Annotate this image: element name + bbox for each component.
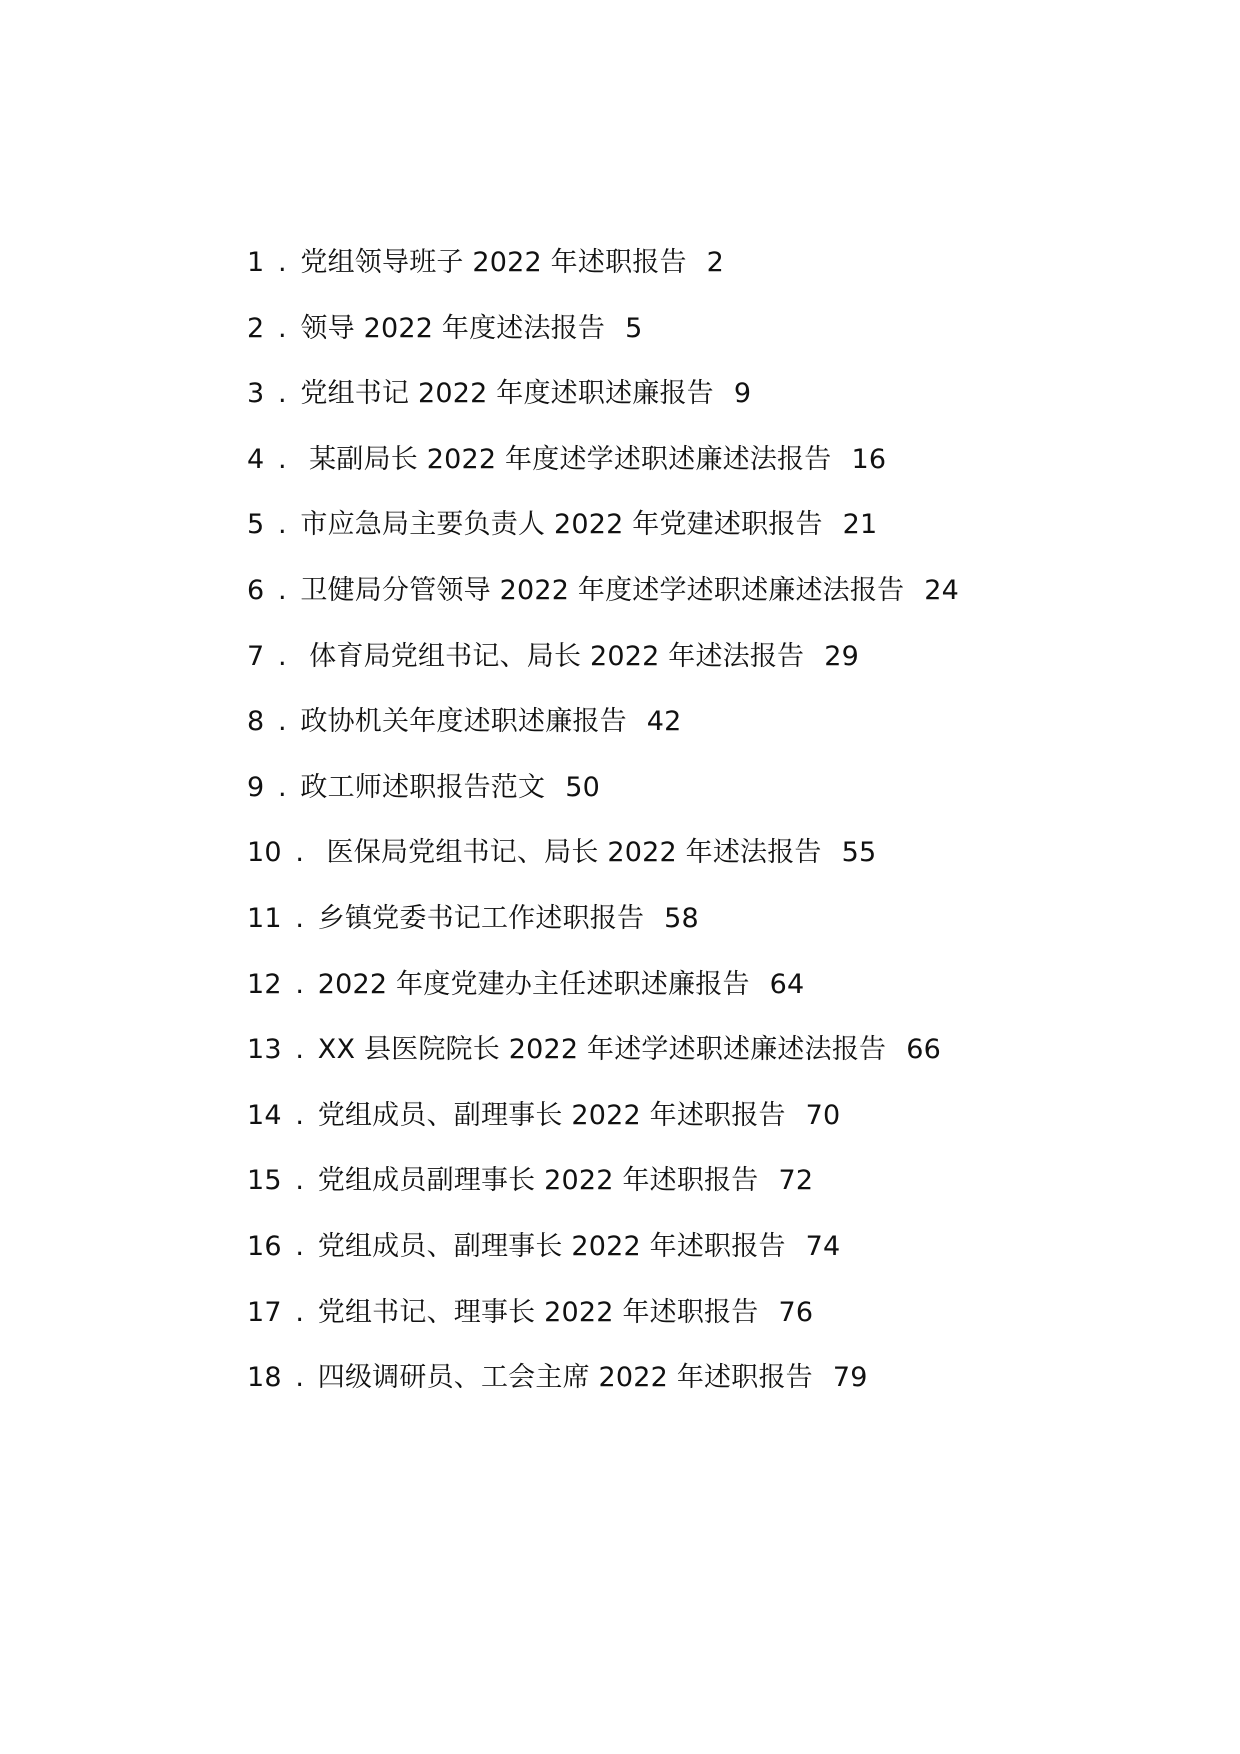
entry-page-number: 2: [706, 247, 725, 278]
entry-number: 16: [247, 1230, 282, 1262]
entry-number: 15: [247, 1165, 282, 1197]
entry-page-number: 21: [842, 509, 878, 541]
toc-entry-3[interactable]: [247, 371, 1127, 437]
entry-number: 7: [247, 640, 265, 672]
entry-separator: .: [277, 706, 287, 738]
toc-entry-12[interactable]: [247, 962, 1127, 1028]
entry-title: 党组领导班子 2022 年述职报告: [300, 247, 687, 278]
entry-page-number: 5: [625, 312, 643, 344]
entry-title: 医保局党组书记、局长 2022 年述法报告: [317, 837, 822, 869]
entry-title: 领导 2022 年度述法报告: [300, 312, 606, 344]
toc-entry-7[interactable]: [247, 634, 1127, 700]
entry-separator: .: [295, 1362, 305, 1394]
entry-separator: .: [295, 968, 305, 1000]
entry-title: 乡镇党委书记工作述职报告: [317, 902, 645, 934]
entry-number: 8: [247, 706, 265, 738]
table-of-contents: [247, 240, 1127, 1421]
entry-separator: .: [277, 771, 287, 803]
entry-separator: .: [277, 640, 287, 672]
entry-separator: .: [295, 902, 305, 934]
entry-title: 政工师述职报告范文: [300, 771, 546, 803]
entry-title: 2022 年度党建办主任述职述廉报告: [317, 968, 750, 1000]
entry-page-number: 74: [805, 1230, 841, 1262]
entry-title: XX 县医院院长 2022 年述学述职述廉述法报告: [317, 1034, 887, 1066]
toc-entry-18[interactable]: [247, 1355, 1127, 1421]
entry-page-number: 79: [832, 1362, 868, 1394]
entry-page-number: 76: [778, 1296, 814, 1328]
entry-page-number: 42: [646, 706, 682, 738]
entry-separator: .: [295, 1099, 305, 1131]
entry-page-number: 29: [824, 640, 860, 672]
entry-separator: .: [277, 509, 287, 541]
toc-entry-4[interactable]: [247, 437, 1127, 503]
entry-page-number: 58: [664, 902, 699, 934]
toc-entry-14[interactable]: [247, 1093, 1127, 1159]
toc-entry-13[interactable]: [247, 1027, 1127, 1093]
entry-title: 党组成员副理事长 2022 年述职报告: [317, 1165, 759, 1197]
entry-number: 11: [247, 902, 282, 934]
entry-title: 某副局长 2022 年度述学述职述廉述法报告: [300, 443, 832, 475]
entry-number: 10: [247, 837, 282, 869]
entry-title: 政协机关年度述职述廉报告: [300, 706, 627, 738]
entry-title: 体育局党组书记、局长 2022 年述法报告: [300, 640, 805, 672]
entry-separator: .: [277, 574, 287, 606]
entry-separator: .: [295, 1165, 305, 1197]
entry-number: 17: [247, 1296, 282, 1328]
entry-separator: .: [277, 378, 287, 410]
entry-page-number: 72: [778, 1165, 814, 1197]
entry-page-number: 66: [906, 1034, 941, 1066]
toc-entry-10[interactable]: [247, 830, 1127, 896]
entry-title: 党组书记 2022 年度述职述廉报告: [300, 378, 714, 410]
entry-title: 党组成员、副理事长 2022 年述职报告: [317, 1230, 786, 1262]
entry-title: 党组成员、副理事长 2022 年述职报告: [317, 1099, 786, 1131]
entry-number: 3: [247, 378, 265, 410]
entry-number: 13: [247, 1034, 282, 1066]
entry-separator: .: [295, 1034, 305, 1066]
toc-entry-11[interactable]: [247, 896, 1127, 962]
entry-separator: .: [295, 837, 305, 869]
entry-page-number: 50: [565, 771, 600, 803]
entry-title: 党组书记、理事长 2022 年述职报告: [317, 1296, 759, 1328]
entry-page-number: 70: [805, 1099, 841, 1131]
entry-separator: .: [295, 1230, 305, 1262]
toc-entry-9[interactable]: [247, 765, 1127, 831]
entry-number: 5: [247, 509, 265, 541]
toc-entry-8[interactable]: [247, 699, 1127, 765]
entry-separator: .: [277, 443, 287, 475]
entry-page-number: 24: [924, 574, 960, 606]
entry-number: 14: [247, 1099, 282, 1131]
entry-number: 1: [247, 247, 265, 278]
toc-entry-16[interactable]: [247, 1224, 1127, 1290]
entry-separator: .: [295, 1296, 305, 1328]
entry-title: 卫健局分管领导 2022 年度述学述职述廉述法报告: [300, 574, 905, 606]
toc-entry-15[interactable]: [247, 1158, 1127, 1224]
toc-entry-17[interactable]: [247, 1290, 1127, 1356]
entry-page-number: 16: [851, 443, 887, 475]
entry-title: 四级调研员、工会主席 2022 年述职报告: [317, 1362, 813, 1394]
entry-number: 12: [247, 968, 282, 1000]
entry-page-number: 55: [841, 837, 877, 869]
entry-number: 18: [247, 1362, 282, 1394]
entry-page-number: 64: [769, 968, 805, 1000]
entry-separator: .: [277, 247, 287, 278]
entry-number: 2: [247, 312, 265, 344]
toc-entry-2[interactable]: [247, 306, 1127, 372]
entry-number: 6: [247, 574, 265, 606]
toc-entry-1[interactable]: [247, 240, 1127, 306]
entry-number: 9: [247, 771, 265, 803]
toc-entry-5[interactable]: [247, 502, 1127, 568]
entry-title: 市应急局主要负责人 2022 年党建述职报告: [300, 509, 823, 541]
entry-number: 4: [247, 443, 265, 475]
toc-entry-6[interactable]: [247, 568, 1127, 634]
entry-page-number: 9: [733, 378, 752, 410]
entry-separator: .: [277, 312, 287, 344]
